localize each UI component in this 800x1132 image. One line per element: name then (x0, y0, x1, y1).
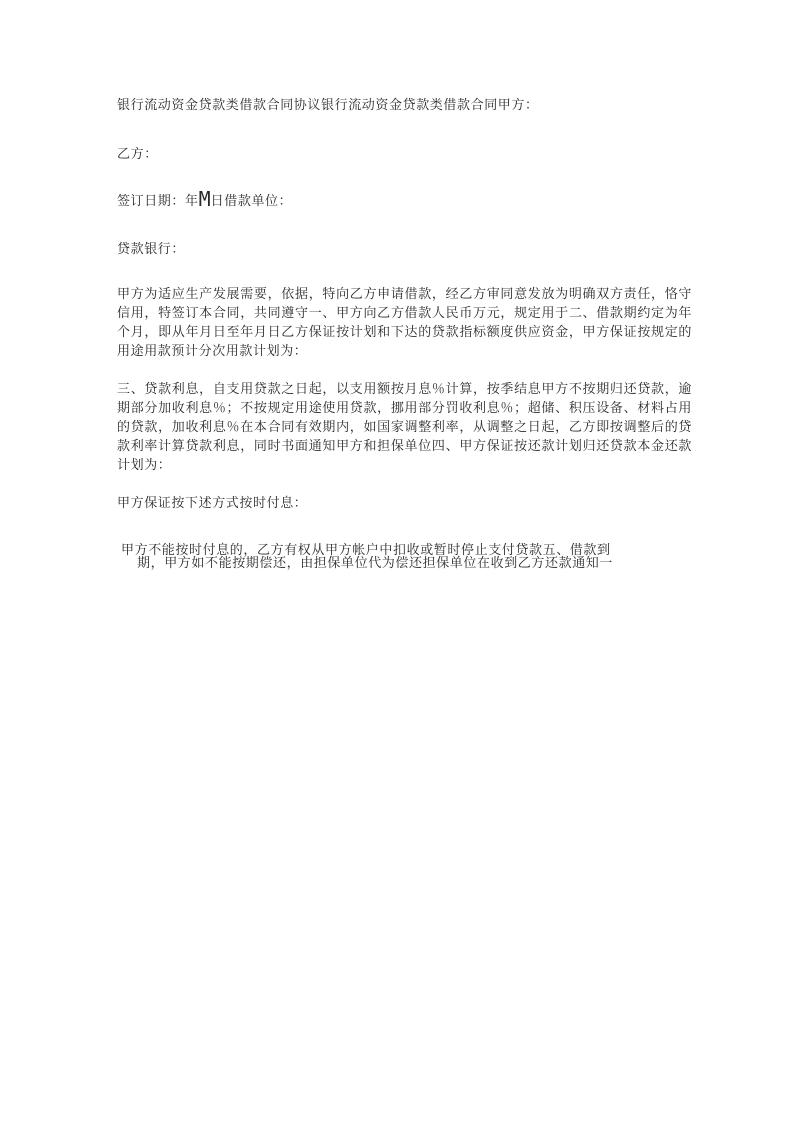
paragraph-3: 甲方保证按下述方式按时付息： (117, 496, 308, 511)
lender-label: 贷款银行： (117, 242, 186, 257)
title-line: 银行流动资金贷款类借款合同协议银行流动资金贷款类借款合同甲方： (117, 98, 539, 113)
paragraph-4-line-2: 期，甲方如不能按期偿还，由担保单位代为偿还担保单位在收到乙方还款通知一 (137, 556, 614, 571)
sign-date-m: M (198, 187, 211, 211)
sign-date-line (117, 187, 692, 211)
paragraph-2: 三、贷款利息，自支用贷款之日起，以支用额按月息％计算，按季结息甲方不按期归还贷款，逾期部分加收利息％；不按规定用途使用贷款，挪用部分罚收利息％；超储、积压设备、材料占用的贷款，加收利息％在本合同有效期内，如国家调整利率，从调整之日起，乙方即按调整后的贷款利率计算贷款利息，同时书面通知甲方和担保单位四、甲方保证按还款计划归还贷款本金还款计划为： (117, 382, 692, 473)
paragraph-1: 甲方为适应生产发展需要，依据，特向乙方申请借款，经乙方审同意发放为明确双方责任，恪守信用，特签订本合同，共同遵守一、甲方向乙方借款人民币万元，规定用于二、借款期约定为年个月，即从年月日至年月日乙方保证按计划和下达的贷款指标额度供应资金，甲方保证按规定的用途用款预计分次用款计划为： (117, 287, 692, 359)
sign-date-suffix: 日借款单位： (210, 194, 293, 209)
sign-date-prefix: 签订日期：年 (117, 194, 199, 209)
paragraph-4-line-1: 甲方不能按时付息的，乙方有权从甲方帐户中扣收或暂时停止支付贷款五、借款到 (121, 543, 611, 558)
party-b-label: 乙方： (117, 147, 158, 162)
